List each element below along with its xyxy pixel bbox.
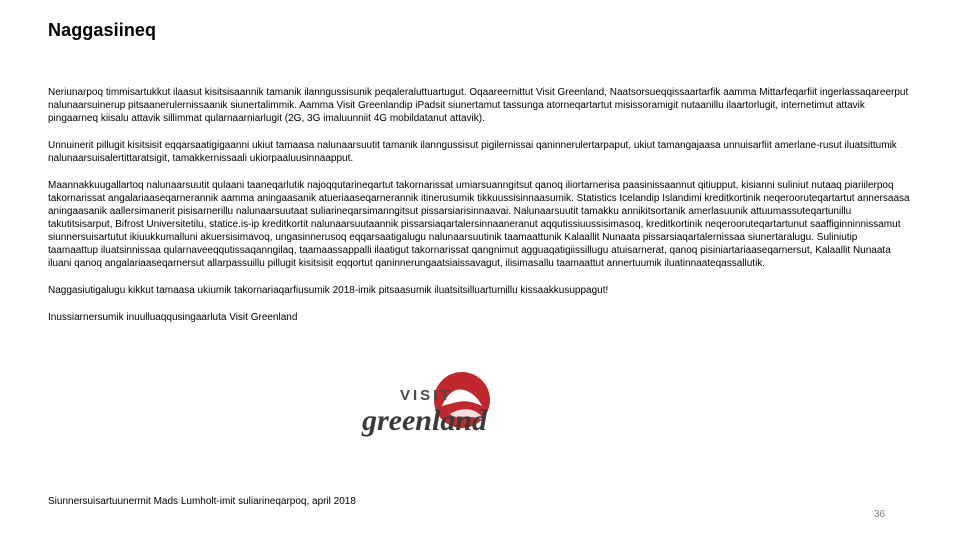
body-text [48,86,910,338]
logo-brand-text: greenland [362,404,488,437]
logo-visit-text: VISIT [400,387,453,404]
paragraph-5: Inussiarnersumik inuulluaqqusingaarluta Visit Greenland [48,312,298,323]
visit-greenland-logo-graphic [360,370,510,450]
paragraph-4: Naggasiutigalugu kikkut tamaasa ukiumik takornariaqarfiusumik 2018-imik pitsaasumik iluatsitsilluartumillu kissaakkusuppagut! [48,285,609,296]
page-number: 36 [874,509,886,520]
paragraph-2: Unnuinerit pillugit kisitsisit eqqarsaatigigaanni ukiut tamaasa nalunaarsuutit tamanik ilanngussisut pigilernissai qaninnerulertarpaput, ukiut tamangajaasa unnuisarfiit amerlane-rusut iluatsittumik nalunaarsuisalertittaratsigit, tamakkernissaali ukiorpaaluusinnaapput. [48,140,897,164]
slide-title: Naggasiineq [48,20,157,40]
visit-greenland-logo [360,370,510,450]
credit-line: Siunnersuisartuunermit Mads Lumholt-imit suliarineqarpoq, april 2018 [48,496,356,507]
paragraph-1: Neriunarpoq timmisartukkut ilaasut kisitsisaannik tamanik ilanngussisunik peqaleraluttuartugut. Oqaareernittut Visit Greenland, Naatsorsueqqissaartarfik aamma Mittarfeqarfiit ingerlassaqareerput nalunaarsuinerup pitsaanerulernissaanik siunertalimmik. Aamma Visit Greenlandip iPadsit siunertamut tassunga atorneqartartut misissoramigit nutaanillu ilaartorlugit, internetimut attavik pingaarneq kiisalu attavik sillimmat qularnaarniarlugit (2G, 3G imaluunniit 4G mobildatanut attavik). [48,87,909,124]
paragraph-3: Maannakkuugallartoq nalunaarsuutit qulaani taaneqarlutik najoqqutarineqartut takornarissat umiarsuanngitsut qanoq iliortarnerisa paasinissaannut qitiupput, kisianni suliniut nutaaq piariilerpoq takornarissat angalariaaseqarnerannik aamma aningaasanik atueriaaseqarnerannik itinerusumik tikkuussisinnaasumik. Statistics Icelandip Islandimi kreditkortinik neqerooruteqartartut annersaasa aningaasanik aallersimanerit pisisarnerillu nalunaarsuutaat suliarineqarsimanngitsut pissarsiarisinnaavai. Nalunaarsuutit tamakku annikitsortanik amerlasuunik attuumassuteqartunillu takutitsisarput, Bifrost Universitetilu, statice.is-ip kreditkortit nalunaarsuutaannik pissarsiaqartalersinnaaneranut aqqutissiuussisimasoq, kreditkortinik neqerooruteqartartunut saaffiginninnissamut siunnersuisartutut ikiuukkumalluni akuersisimavoq, ungasinnerusoq eqqarsaatigalugu nalunaarsuutinik taamaattunik Kalaallit Nunaata pissarsiaqartalernissaa siunertaralugu. Suliniutip taamaattup iluatsinnissaa qularnaveeqqutissaqanngilaq, taamaassappalli ilaatigut takornarissat qangnimut agguaqatigiissillugu atuisarnerat, qanoq pisiniartariaaseqarnersut, Kalaallit Nunaata iluani qanoq angalariaaseqarnersut allarpassuillu pillugit kisitsisit eqqortut qaninnerungaatsiaissavagut, ilisimasallu taamaattut annertuumik iluatinnaateqassallutik. [48,180,910,269]
